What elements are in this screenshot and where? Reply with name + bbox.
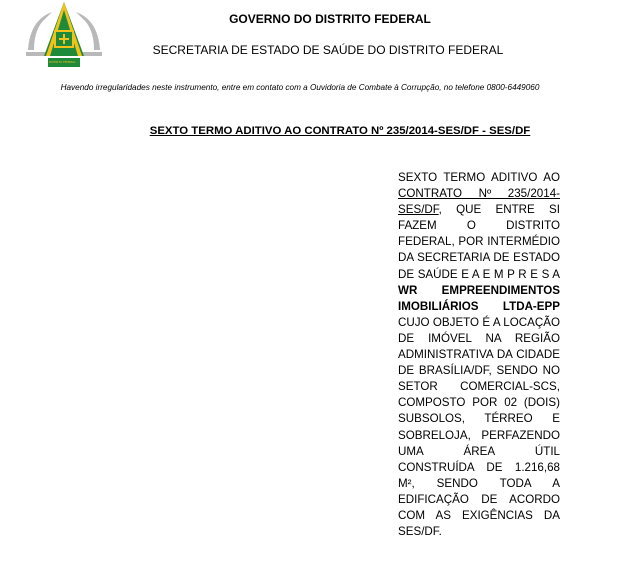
ementa-parties: , QUE ENTRE SI FAZEM O DISTRITO FEDERAL, POR INTERMÉDIO DA SECRETARIA DE ESTADO DE SAÚDE E A E M P R E S A (398, 203, 560, 281)
ombudsman-notice: Havendo irregularidades neste instrumento, entre em contato com a Ouvidoria de Combate à Corrupção, no telefone 0800-6449060 (60, 83, 540, 92)
gdf-logo (22, 0, 106, 74)
ementa-paragraph (398, 170, 560, 540)
logo-caption: DISTRITO FEDERAL (49, 60, 76, 64)
government-heading: GOVERNO DO DISTRITO FEDERAL (229, 12, 431, 26)
secretariat-heading: SECRETARIA DE ESTADO DE SAÚDE DO DISTRITO FEDERAL (152, 43, 504, 57)
contract-reference: CONTRATO Nº 235/2014-SES/DF (398, 187, 560, 217)
ementa-intro: SEXTO TERMO ADITIVO AO (398, 171, 560, 184)
company-name: WR EMPREENDIMENTOS IMOBILIÁRIOS LTDA-EPP (398, 283, 560, 313)
document-title: SEXTO TERMO ADITIVO AO CONTRATO Nº 235/2014-SES/DF - SES/DF (149, 125, 531, 137)
ementa-object: CUJO OBJETO É A LOCAÇÃO DE IMÓVEL NA REGIÃO ADMINISTRATIVA DA CIDADE DE BRASÍLIA/DF, SENDO NO SETOR COMERCIAL-SCS, COMPOSTO POR 02 (DOIS) SUBSOLOS, TÉRREO E SOBRELOJA, PERFAZENDO UMA ÁREA ÚTIL CONSTRUÍDA DE 1.216,68 M², SENDO TODA A EDIFICAÇÃO DE ACORDO COM AS EXIGÊNCIAS DA SES/DF. (398, 315, 560, 539)
